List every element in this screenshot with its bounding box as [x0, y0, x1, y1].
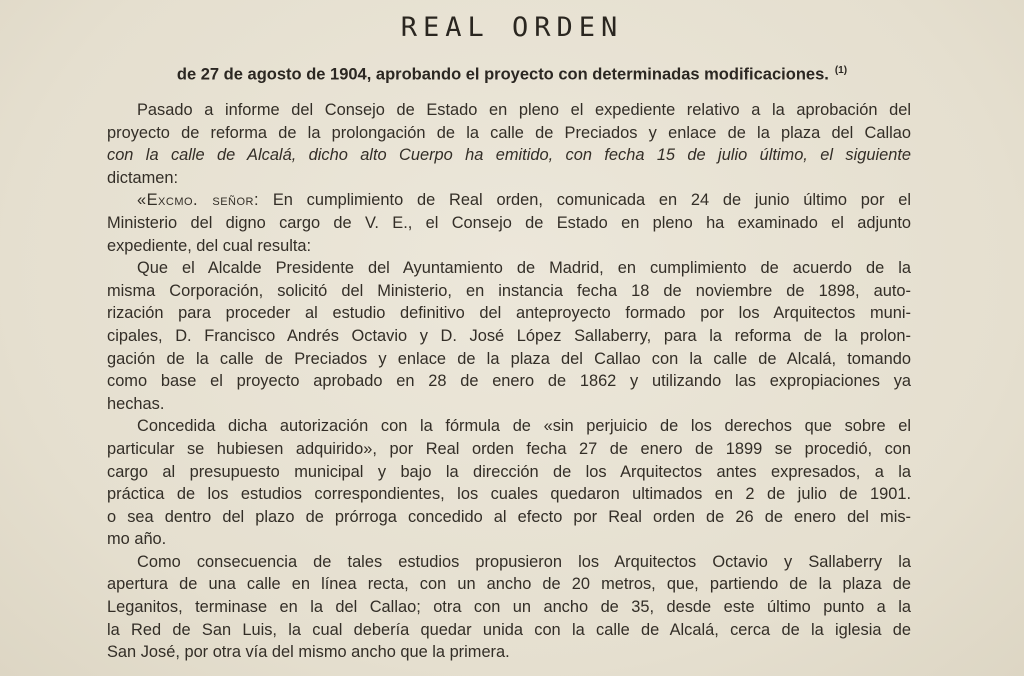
text-line: cargo al presupuesto municipal y bajo la dirección de los Arquitectos antes expresados, a la	[107, 462, 911, 481]
text-line: proyecto de reforma de la prolongación de la calle de Preciados y enlace de la plaza del Callao	[107, 123, 911, 142]
paragraph-2	[107, 189, 911, 257]
text-line: hechas.	[107, 394, 165, 413]
paragraph-4	[107, 415, 911, 551]
document-subtitle	[0, 60, 1024, 86]
text-line: con la calle de Alcalá, dicho alto Cuerpo ha emitido, con fecha 15 de julio último, el siguiente	[107, 146, 911, 165]
text-line: Como consecuencia de tales estudios propusieron los Arquitectos Octavio y Sallaberry la	[137, 552, 911, 571]
paragraph-1	[107, 99, 911, 189]
text-line: Ministerio del digno cargo de V. E., el Consejo de Estado en pleno ha examinado el adjunto	[107, 213, 911, 232]
text-line: cipales, D. Francisco Andrés Octavio y D. José López Sallaberry, para la reforma de la prolon-	[107, 326, 911, 345]
text-line	[107, 189, 911, 212]
text-line: Pasado a informe del Consejo de Estado en pleno el expediente relativo a la aprobación del	[137, 101, 911, 119]
document-title: REAL ORDEN	[400, 12, 624, 43]
salutation: «Excmo. señor:	[137, 191, 260, 210]
text-line: apertura de una calle en línea recta, con un ancho de 20 metros, que, partiendo de la plaza de	[107, 575, 911, 594]
text-line: mo año.	[107, 530, 167, 549]
document-body	[107, 99, 911, 664]
footnote-marker: (1)	[834, 65, 848, 76]
text-line: como base el proyecto aprobado en 28 de enero de 1862 y utilizando las expropiaciones ya	[107, 372, 911, 391]
text-line: práctica de los estudios correspondientes, los cuales quedaron ultimados en 2 de julio de 1901.	[107, 485, 911, 504]
text-line: gación de la calle de Preciados y enlace de la plaza del Callao con la calle de Alcalá, tomando	[107, 349, 911, 368]
text-line: la Red de San Luis, la cual debería quedar unida con la calle de Alcalá, cerca de la iglesia de	[107, 620, 911, 639]
text-line: Que el Alcalde Presidente del Ayuntamiento de Madrid, en cumplimiento de acuerdo de la	[137, 259, 911, 278]
text-line: rización para proceder al estudio definitivo del anteproyecto formado por los Arquitectos muni-	[107, 304, 911, 323]
salutation-continuation: En cumplimiento de Real orden, comunicada en 24 de junio último por el	[259, 191, 911, 210]
text-line: o sea dentro del plazo de prórroga concedido al efecto por Real orden de 26 de enero del mis-	[107, 507, 911, 526]
subtitle-text: de 27 de agosto de 1904, aprobando el proyecto con determinadas modificaciones.	[176, 65, 829, 84]
text-line: misma Corporación, solicitó del Ministerio, en instancia fecha 18 de noviembre de 1898, auto-	[107, 281, 911, 300]
text-line: dictamen:	[107, 168, 179, 187]
text-line: Leganitos, terminase en la del Callao; otra con un ancho de 35, desde este último punto a la	[107, 598, 911, 617]
paragraph-3	[107, 257, 911, 415]
text-line: particular se hubiesen adquirido», por Real orden fecha 27 de enero de 1899 se procedió, con	[107, 439, 911, 458]
text-line: San José, por otra vía del mismo ancho que la primera.	[107, 643, 510, 662]
paragraph-5	[107, 551, 911, 664]
text-line: Concedida dicha autorización con la fórmula de «sin perjuicio de los derechos que sobre el	[137, 417, 911, 436]
text-line: expediente, del cual resulta:	[107, 236, 312, 255]
